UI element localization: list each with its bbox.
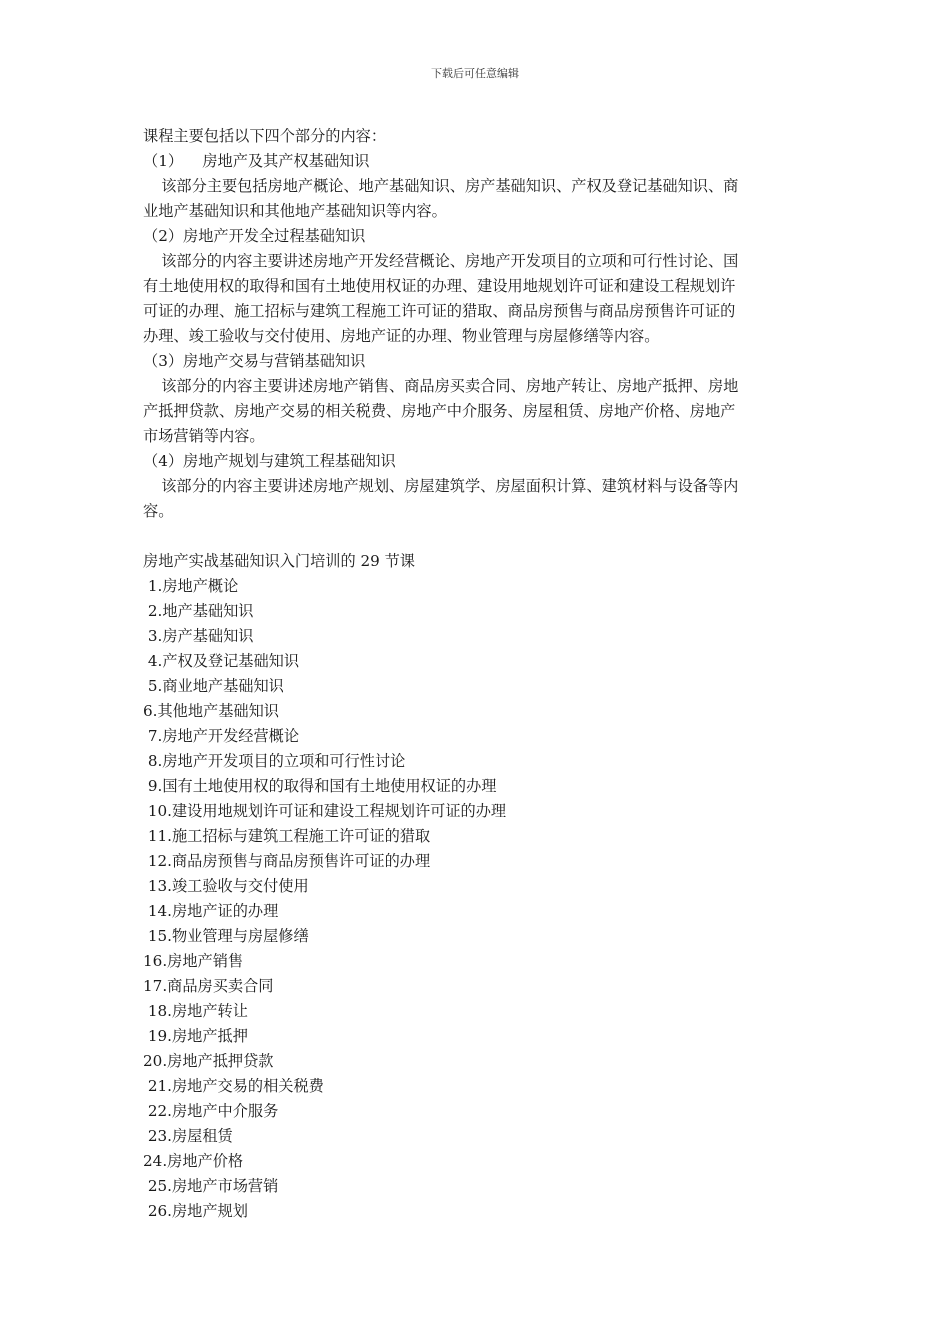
lesson-item: 12.商品房预售与商品房预售许可证的办理 (143, 852, 431, 870)
paragraph-line: 可证的办理、施工招标与建筑工程施工许可证的猎取、商品房预售与商品房预售许可证的 (143, 302, 736, 320)
section-heading-4: （4）房地产规划与建筑工程基础知识 (143, 452, 396, 470)
lesson-item: 13.竣工验收与交付使用 (143, 877, 309, 895)
lesson-item: 20.房地产抵押贷款 (143, 1052, 274, 1070)
lesson-item: 15.物业管理与房屋修缮 (143, 927, 309, 945)
intro-line: 课程主要包括以下四个部分的内容： (143, 127, 386, 145)
paragraph-line: 市场营销等内容。 (143, 427, 265, 445)
lesson-item: 24.房地产价格 (143, 1152, 244, 1170)
paragraph-line: 有土地使用权的取得和国有土地使用权证的办理、建设用地规划许可证和建设工程规划许 (143, 277, 736, 295)
lesson-item: 21.房地产交易的相关税费 (143, 1077, 324, 1095)
lesson-item: 26.房地产规划 (143, 1202, 248, 1220)
lesson-item: 19.房地产抵押 (143, 1027, 248, 1045)
paragraph-line: 办理、竣工验收与交付使用、房地产证的办理、物业管理与房屋修缮等内容。 (143, 327, 660, 345)
document-body (143, 124, 809, 1224)
lesson-item: 23.房屋租赁 (143, 1127, 233, 1145)
section-paragraph-2 (143, 249, 809, 349)
section-paragraph-1 (143, 174, 809, 224)
paragraph-line: 容。 (143, 502, 174, 520)
blank-line (143, 524, 809, 549)
section-paragraph-3 (143, 374, 809, 449)
paragraph-line: 该部分的内容主要讲述房地产销售、商品房买卖合同、房地产转让、房地产抵押、房地 (161, 377, 739, 395)
lesson-item: 17.商品房买卖合同 (143, 977, 274, 995)
section-heading-1: （1） 房地产及其产权基础知识 (143, 152, 370, 170)
lesson-item: 7.房地产开发经营概论 (143, 727, 300, 745)
lesson-item: 9.国有土地使用权的取得和国有土地使用权证的办理 (143, 777, 497, 795)
lesson-item: 22.房地产中介服务 (143, 1102, 279, 1120)
lesson-item: 1.房地产概论 (143, 577, 239, 595)
lesson-item: 8.房地产开发项目的立项和可行性讨论 (143, 752, 406, 770)
lesson-item: 3.房产基础知识 (143, 627, 254, 645)
paragraph-line: 该部分的内容主要讲述房地产规划、房屋建筑学、房屋面积计算、建筑材料与设备等内 (161, 477, 739, 495)
paragraph-line: 该部分主要包括房地产概论、地产基础知识、房产基础知识、产权及登记基础知识、商 (161, 177, 739, 195)
lesson-item: 25.房地产市场营销 (143, 1177, 279, 1195)
lesson-item: 16.房地产销售 (143, 952, 244, 970)
paragraph-line: 业地产基础知识和其他地产基础知识等内容。 (143, 202, 447, 220)
section-paragraph-4 (143, 474, 809, 524)
lesson-item: 10.建设用地规划许可证和建设工程规划许可证的办理 (143, 802, 507, 820)
lessons-title: 房地产实战基础知识入门培训的 29 节课 (143, 552, 415, 570)
lesson-item: 11.施工招标与建筑工程施工许可证的猎取 (143, 827, 431, 845)
paragraph-line: 该部分的内容主要讲述房地产开发经营概论、房地产开发项目的立项和可行性讨论、国 (161, 252, 739, 270)
lesson-item: 2.地产基础知识 (143, 602, 254, 620)
section-heading-2: （2）房地产开发全过程基础知识 (143, 227, 366, 245)
lesson-item: 14.房地产证的办理 (143, 902, 279, 920)
lesson-item: 6.其他地产基础知识 (143, 702, 279, 720)
lesson-item: 4.产权及登记基础知识 (143, 652, 300, 670)
section-heading-3: （3）房地产交易与营销基础知识 (143, 352, 366, 370)
lesson-item: 5.商业地产基础知识 (143, 677, 284, 695)
lesson-item: 18.房地产转让 (143, 1002, 248, 1020)
paragraph-line: 产抵押贷款、房地产交易的相关税费、房地产中介服务、房屋租赁、房地产价格、房地产 (143, 402, 736, 420)
lesson-list (143, 574, 809, 1224)
header-note: 下载后可任意编辑 (431, 67, 519, 80)
